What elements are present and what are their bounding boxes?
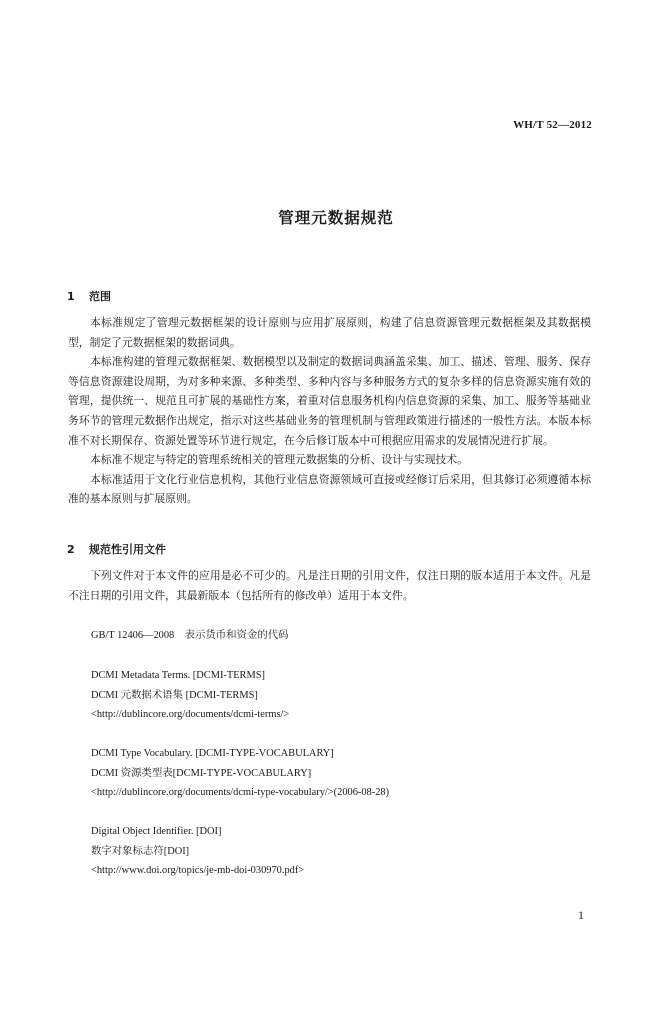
reference-line: DCMI 资源类型表[DCMI-TYPE-VOCABULARY] — [91, 767, 312, 779]
document-title: 管理元数据规范 — [278, 209, 394, 227]
paragraph: 本标准不规定与特定的管理系统相关的管理元数据集的分析、设计与实现技术。 — [90, 453, 468, 467]
section-title: 规范性引用文件 — [89, 543, 166, 556]
reference-link[interactable]: <http://dublincore.org/documents/dcmi-terms/> — [91, 709, 290, 721]
section-2-heading — [67, 541, 166, 557]
standard-number: WH/T 52—2012 — [513, 119, 592, 131]
section-number: 1 — [67, 290, 75, 303]
paragraph: 本标准规定了管理元数据框架的设计原则与应用扩展原则，构建了信息资源管理元数据框架及其数据模型，制定了元数据框架的数据词典。 — [68, 316, 591, 349]
paragraph: 本标准构建的管理元数据框架、数据模型以及制定的数据词典涵盖采集、加工、描述、管理、服务、保存等信息资源建设周期，为对多种来源、多种类型、多种内容与多种服务方式的复杂多样的信息资源实施有效的管理，提供统一、规范且可扩展的基础性方案，着重对信息服务机构内信息资源的采集、加工、服务等基础业务环节的管理元数据作出规定，指示对这些基础业务的管理机制与管理政策进行描述的一般性方法。本版本标准不对长期保存、资源处置等环节进行规定，在今后修订版本中可根据应用需求的发展情况进行扩展。 — [68, 355, 591, 447]
reference-link[interactable]: <http://dublincore.org/documents/dcmi-type-vocabulary/>(2006-08-28) — [91, 787, 390, 799]
paragraph: 本标准适用于文化行业信息机构，其他行业信息资源领域可直接或经修订后采用，但其修订必须遵循本标准的基本原则与扩展原则。 — [68, 472, 591, 506]
reference-line: GB/T 12406—2008 表示货币和资金的代码 — [91, 630, 289, 641]
section-1-heading — [67, 288, 111, 304]
section-number: 2 — [67, 543, 75, 556]
reference-gbt-12406 — [91, 626, 289, 646]
section-1-body — [68, 313, 591, 509]
reference-line: 数字对象标志符[DOI] — [91, 845, 190, 857]
reference-dcmi-type-vocabulary — [91, 744, 389, 803]
reference-link[interactable]: <http://www.doi.org/topics/je-mb-doi-030970.pdf> — [91, 865, 305, 877]
paragraph: 下列文件对于本文件的应用是必不可少的。凡是注日期的引用文件，仅注日期的版本适用于本文件。凡是不注日期的引用文件，其最新版本（包括所有的修改单）适用于本文件。 — [68, 569, 591, 602]
reference-line: DCMI Type Vocabulary. [DCMI-TYPE-VOCABULARY] — [91, 748, 334, 759]
reference-line: DCMI Metadata Terms. [DCMI-TERMS] — [91, 670, 265, 681]
reference-line: Digital Object Identifier. [DOI] — [91, 826, 222, 837]
reference-doi — [91, 822, 304, 881]
section-2-body — [68, 566, 591, 605]
reference-line: DCMI 元数据术语集 [DCMI-TERMS] — [91, 689, 258, 701]
section-title: 范围 — [89, 290, 111, 303]
reference-dcmi-terms — [91, 666, 289, 725]
page-number: 1 — [578, 908, 584, 922]
